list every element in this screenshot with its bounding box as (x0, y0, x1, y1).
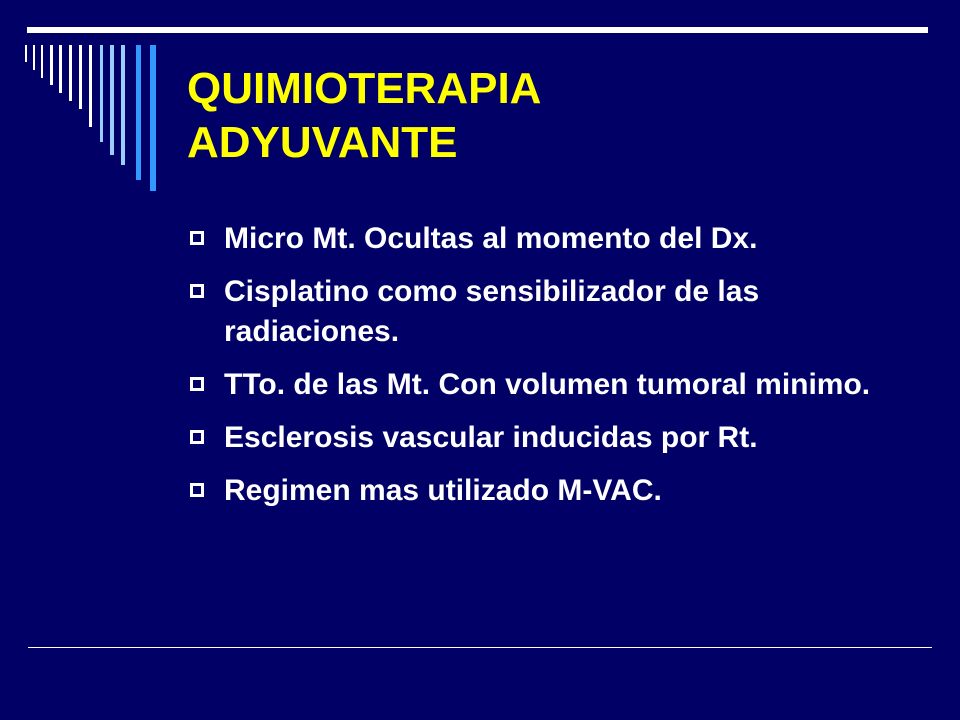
bottom-divider-line (28, 647, 932, 648)
stripe (69, 45, 72, 101)
title-line-2: ADYUVANTE (187, 118, 458, 167)
bullet-list (187, 219, 907, 524)
stripe (50, 45, 53, 85)
bullet-item (187, 272, 907, 352)
stripe (59, 45, 62, 93)
stripe (150, 45, 156, 191)
vertical-stripes-decoration (0, 0, 160, 200)
hollow-square-icon (190, 377, 204, 391)
stripe (121, 45, 125, 165)
bullet-text: Cisplatino como sensibilizador de las radiaciones. (224, 275, 760, 348)
hollow-square-icon (190, 284, 204, 298)
bullet-text: Esclerosis vascular inducidas por Rt. (224, 421, 758, 454)
stripe (89, 45, 92, 127)
stripe (110, 45, 114, 155)
slide-title (187, 62, 887, 170)
bullet-text: Micro Mt. Ocultas al momento del Dx. (224, 222, 758, 255)
hollow-square-icon (190, 231, 204, 245)
bullet-item (187, 471, 907, 511)
stripe (33, 45, 35, 70)
stripe (25, 45, 27, 62)
bullet-item (187, 418, 907, 458)
bullet-item (187, 219, 907, 259)
bullet-text: TTo. de las Mt. Con volumen tumoral minimo. (224, 368, 871, 401)
title-line-1: QUIMIOTERAPIA (187, 64, 542, 113)
hollow-square-icon (190, 430, 204, 444)
hollow-square-icon (190, 483, 204, 497)
stripe (79, 45, 82, 109)
bullet-text: Regimen mas utilizado M-VAC. (224, 474, 662, 507)
stripe (136, 45, 141, 180)
stripe (41, 45, 43, 78)
bullet-item (187, 365, 907, 405)
stripe (100, 45, 103, 142)
top-divider-line (27, 27, 928, 33)
